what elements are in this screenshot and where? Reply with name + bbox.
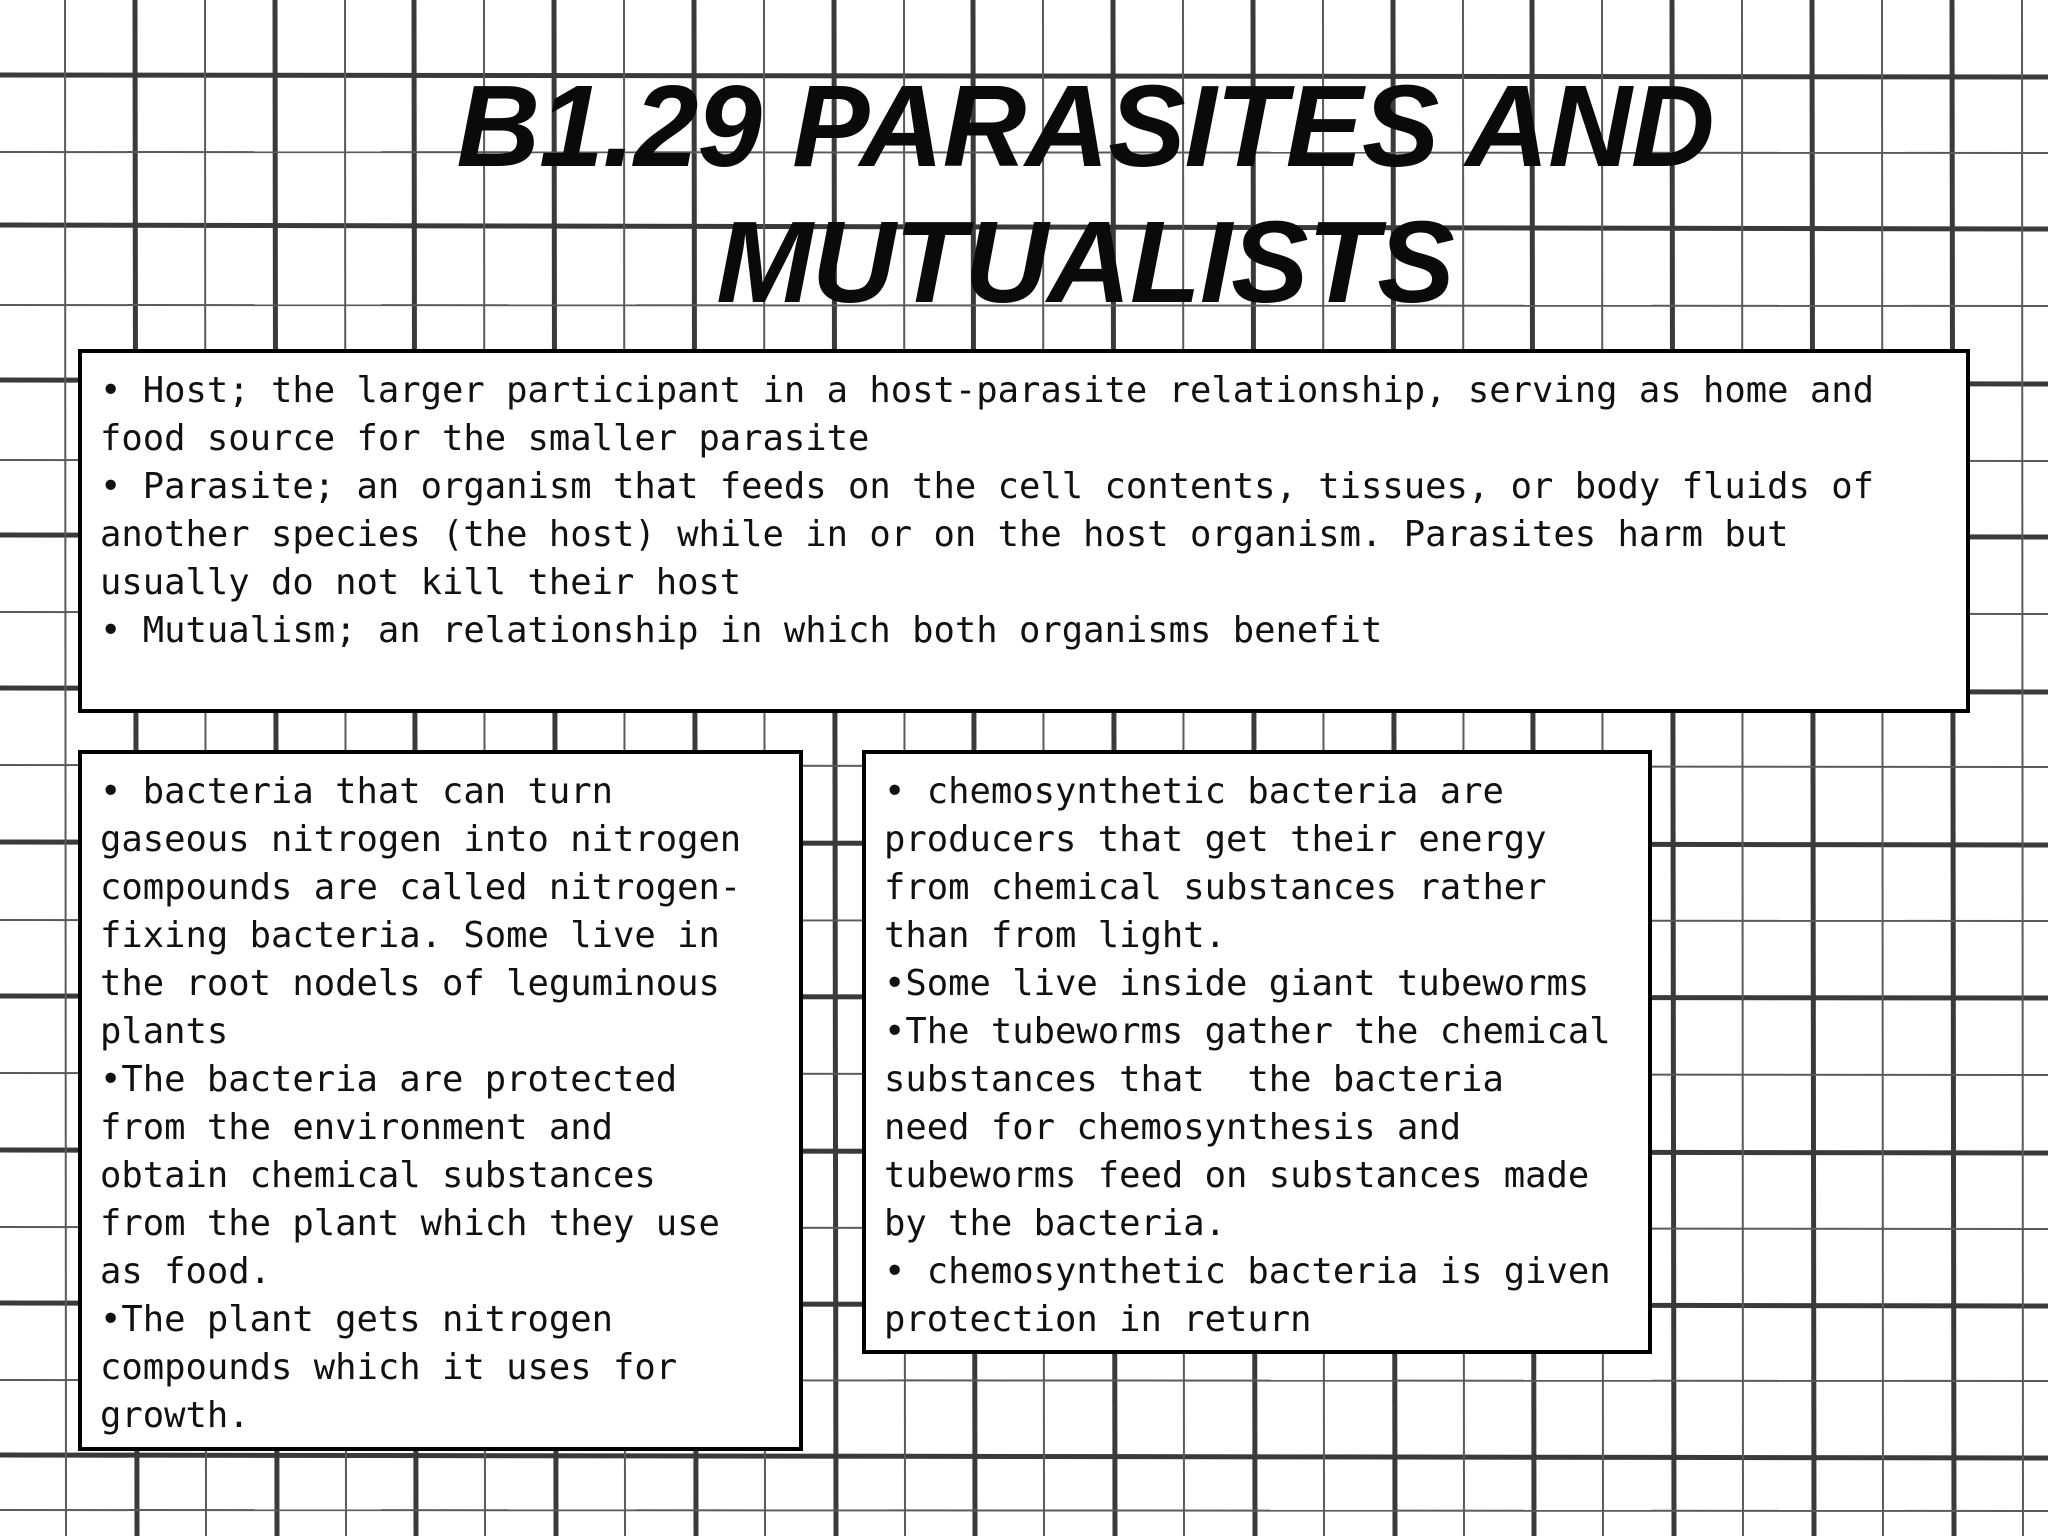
slide-title-line-2: MUTUALISTS [716, 197, 1454, 327]
chemo-text-line: than from light. [884, 915, 1226, 956]
nitrogen-text-line: from the environment and [100, 1107, 613, 1148]
definition-parasite-line-3: usually do not kill their host [100, 562, 742, 603]
nitrogen-text-line: the root nodels of leguminous [100, 963, 720, 1004]
chemo-text-line: by the bacteria. [884, 1203, 1226, 1244]
definition-parasite-line-1: • Parasite; an organism that feeds on the cell contents, tissues, or body fluids of [100, 466, 1874, 507]
nitrogen-text-line: plants [100, 1011, 229, 1052]
nitrogen-text-line: as food. [100, 1251, 271, 1292]
slide-title [400, 58, 1770, 330]
nitrogen-text-line: •The bacteria are protected [100, 1059, 678, 1100]
chemo-text-line: producers that get their energy [884, 819, 1547, 860]
chemo-text-line: tubeworms feed on substances made [884, 1155, 1590, 1196]
chemo-text-line: substances that the bacteria [884, 1059, 1504, 1100]
nitrogen-text-line: compounds which it uses for [100, 1347, 678, 1388]
nitrogen-text-line: compounds are called nitrogen- [100, 867, 742, 908]
nitrogen-text-line: •The plant gets nitrogen [100, 1299, 613, 1340]
definition-host-line-2: food source for the smaller parasite [100, 418, 870, 459]
nitrogen-text-line: fixing bacteria. Some live in [100, 915, 720, 956]
chemo-text-line: need for chemosynthesis and [884, 1107, 1462, 1148]
chemo-text-line: •Some live inside giant tubeworms [884, 963, 1590, 1004]
chemo-text-line: • chemosynthetic bacteria are [884, 771, 1504, 812]
chemo-text-line: from chemical substances rather [884, 867, 1547, 908]
definition-host-line-1: • Host; the larger participant in a host-parasite relationship, serving as home and [100, 370, 1874, 411]
nitrogen-fixing-bacteria-box [78, 750, 803, 1451]
definition-parasite-line-2: another species (the host) while in or on the host organism. Parasites harm but [100, 514, 1789, 555]
slide-title-line-1: B1.29 PARASITES AND [456, 61, 1714, 191]
chemo-text-line: • chemosynthetic bacteria is given [884, 1251, 1611, 1292]
definition-mutualism-line: • Mutualism; an relationship in which both organisms benefit [100, 610, 1383, 651]
chemo-text-line: •The tubeworms gather the chemical [884, 1011, 1611, 1052]
nitrogen-text-line: • bacteria that can turn [100, 771, 613, 812]
nitrogen-text-line: growth. [100, 1395, 250, 1436]
chemo-text-line: protection in return [884, 1299, 1312, 1340]
nitrogen-text-line: from the plant which they use [100, 1203, 720, 1244]
nitrogen-text-line: gaseous nitrogen into nitrogen [100, 819, 742, 860]
nitrogen-text-line: obtain chemical substances [100, 1155, 656, 1196]
chemosynthetic-bacteria-box [862, 750, 1652, 1354]
definitions-box [78, 349, 1970, 713]
